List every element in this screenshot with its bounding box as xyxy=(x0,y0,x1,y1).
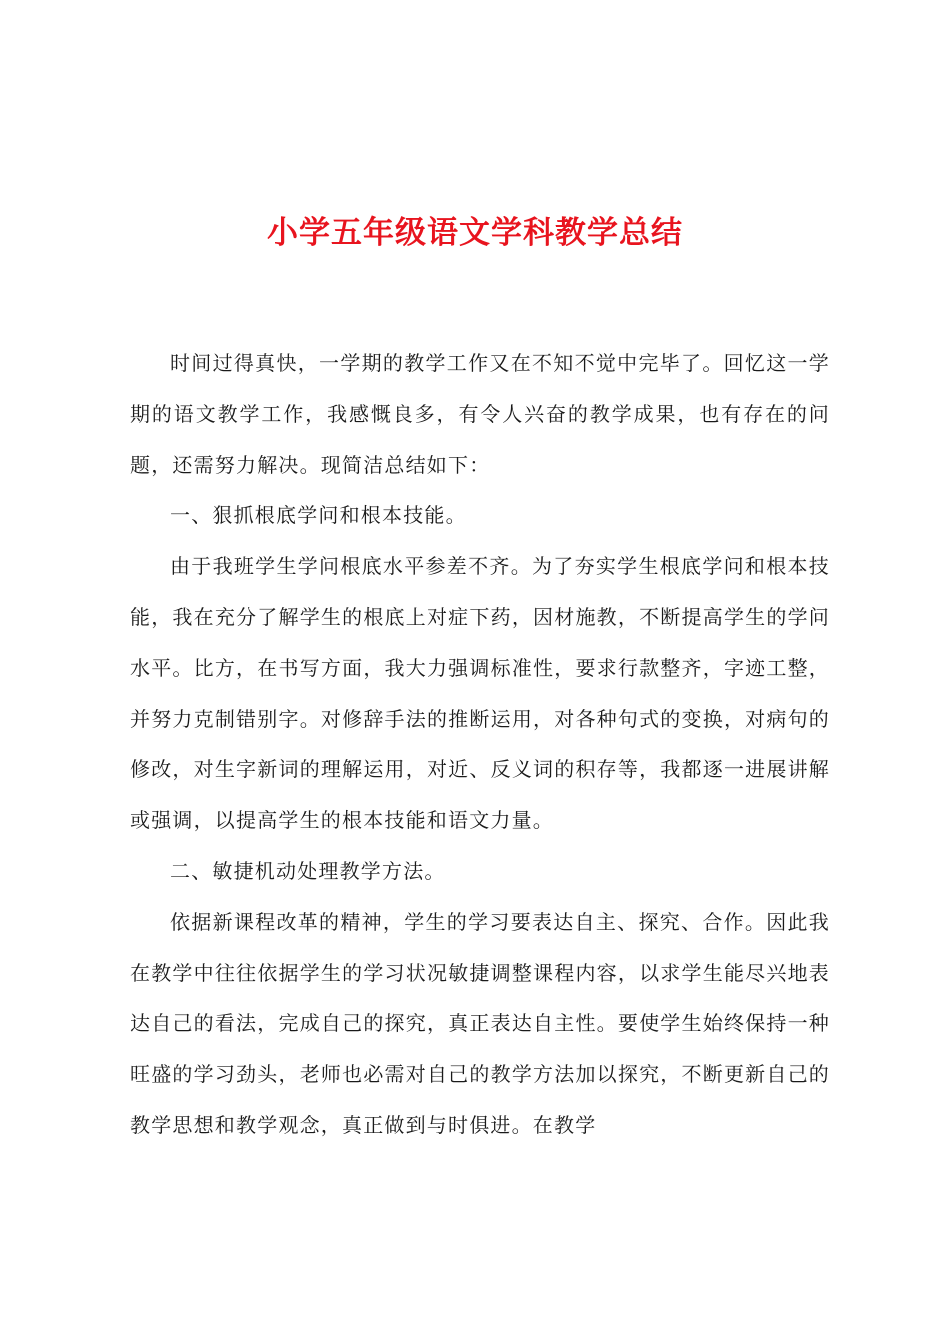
section-heading-1: 一、狠抓根底学问和根本技能。 xyxy=(170,503,467,528)
section-heading-2: 二、敏捷机动处理教学方法。 xyxy=(170,858,446,883)
paragraph-intro: 时间过得真快，一学期的教学工作又在不知不觉中完毕了。回忆这一学期的语文教学工作，我感慨良多，有令人兴奋的教学成果，也有存在的问题，还需努力解决。现简洁总结如下： xyxy=(130,351,830,477)
document-body xyxy=(130,338,830,1151)
document-title: 小学五年级语文学科教学总结 xyxy=(267,215,683,251)
paragraph-methods: 依据新课程改革的精神，学生的学习要表达自主、探究、合作。因此我在教学中往往依据学生的学习状况敏捷调整课程内容，以求学生能尽兴地表达自己的看法，完成自己的探究，真正表达自主性。要使学生始终保持一种旺盛的学习劲头，老师也必需对自己的教学方法加以探究，不断更新自己的教学思想和教学观念，真正做到与时俱进。在教学 xyxy=(130,909,830,1137)
paragraph-basics: 由于我班学生学问根底水平参差不齐。为了夯实学生根底学问和根本技能，我在充分了解学生的根底上对症下药，因材施教，不断提高学生的学问水平。比方，在书写方面，我大力强调标准性，要求行款整齐，字迹工整，并努力克制错别字。对修辞手法的推断运用，对各种句式的变换，对病句的修改，对生字新词的理解运用，对近、反义词的积存等，我都逐一进展讲解或强调，以提高学生的根本技能和语文力量。 xyxy=(130,554,830,833)
